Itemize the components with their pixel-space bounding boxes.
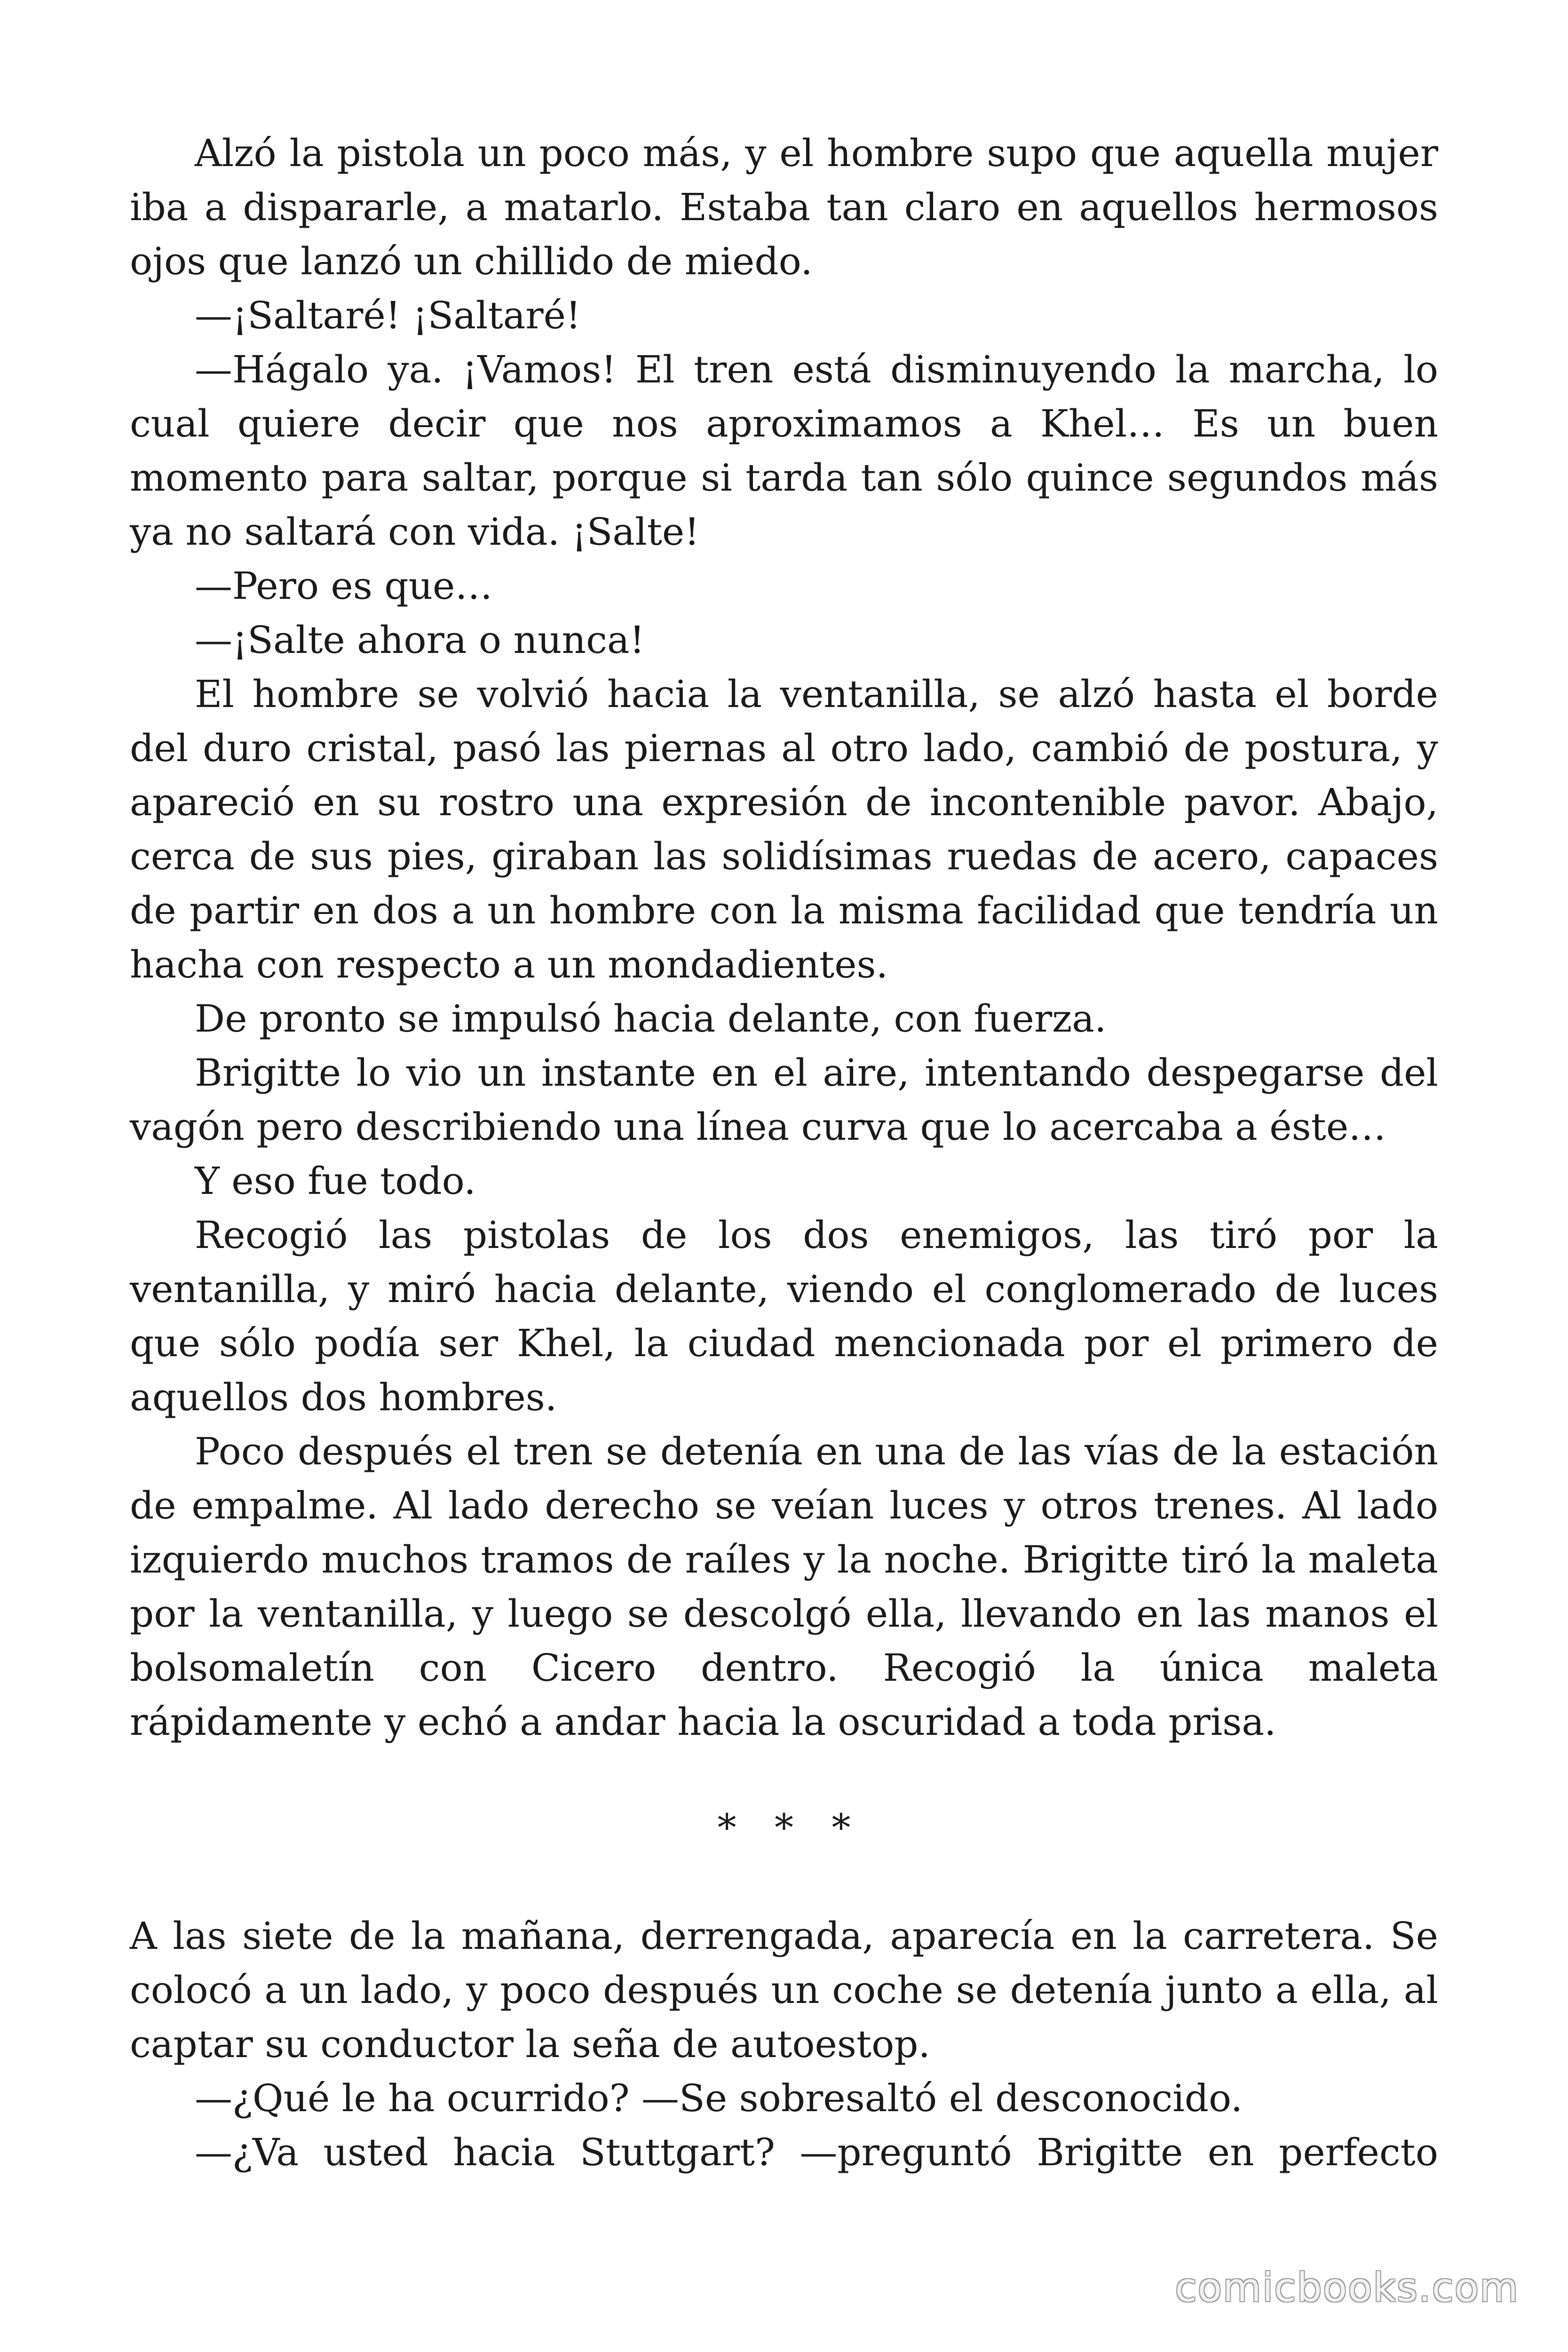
dialogue-line: —Hágalo ya. ¡Vamos! El tren está disminuyendo la marcha, lo cual quiere decir que nos aproximamos a Khel… Es un buen momento para saltar, porque si tarda tan sólo quince segundos más ya no saltará con vida. ¡Salte! bbox=[130, 348, 1438, 554]
watermark-logo: comicbooks.com bbox=[1175, 2265, 1519, 2311]
paragraph: Y eso fue todo. bbox=[195, 1159, 476, 1203]
paragraph: El hombre se volvió hacia la ventanilla, se alzó hasta el borde del duro cristal, pasó las piernas al otro lado, cambió de postura, y apareció en su rostro una expresión de incontenible pavor. Abajo, cerca de sus pies, giraban las solidísimas ruedas de acero, capaces de partir en dos a un hombre con la misma facilidad que tendría un hacha con respecto a un mondadientes. bbox=[130, 672, 1438, 986]
paragraph: De pronto se impulsó hacia delante, con fuerza. bbox=[195, 997, 1107, 1041]
paragraph: A las siete de la mañana, derrengada, aparecía en la carretera. Se colocó a un lado, y poco después un coche se detenía junto a ella, al captar su conductor la seña de autoestop. bbox=[130, 1914, 1438, 2066]
dialogue-line: —Pero es que… bbox=[195, 564, 493, 608]
paragraph: Poco después el tren se detenía en una de las vías de la estación de empalme. Al lado derecho se veían luces y otros trenes. Al lado izquierdo muchos tramos de raíles y la noche. Brigitte tiró la maleta por la ventanilla, y luego se descolgó ella, llevando en las manos el bolsomaletín con Cicero dentro. Recogió la única maleta rápidamente y echó a andar hacia la oscuridad a toda prisa. bbox=[130, 1430, 1438, 1744]
paragraph: Recogió las pistolas de los dos enemigos, las tiró por la ventanilla, y miró hacia delante, viendo el conglomerado de luces que sólo podía ser Khel, la ciudad mencionada por el primero de aquellos dos hombres. bbox=[130, 1213, 1438, 1419]
page-body bbox=[130, 126, 1438, 2179]
paragraph: Alzó la pistola un poco más, y el hombre supo que aquella mujer iba a dispararle, a matarlo. Estaba tan claro en aquellos hermosos ojos que lanzó un chillido de miedo. bbox=[130, 131, 1438, 283]
dialogue-line: —¡Salte ahora o nunca! bbox=[195, 618, 645, 662]
paragraph: Brigitte lo vio un instante en el aire, intentando despegarse del vagón pero describiendo una línea curva que lo acercaba a éste… bbox=[130, 1051, 1438, 1149]
dialogue-line: —¿Va usted hacia Stuttgart? —preguntó Brigitte en perfecto bbox=[195, 2130, 1438, 2174]
dialogue-line: —¿Qué le ha ocurrido? —Se sobresaltó el desconocido. bbox=[195, 2076, 1243, 2120]
section-separator: * * * bbox=[717, 1806, 864, 1850]
dialogue-line: —¡Saltaré! ¡Saltaré! bbox=[195, 294, 581, 337]
